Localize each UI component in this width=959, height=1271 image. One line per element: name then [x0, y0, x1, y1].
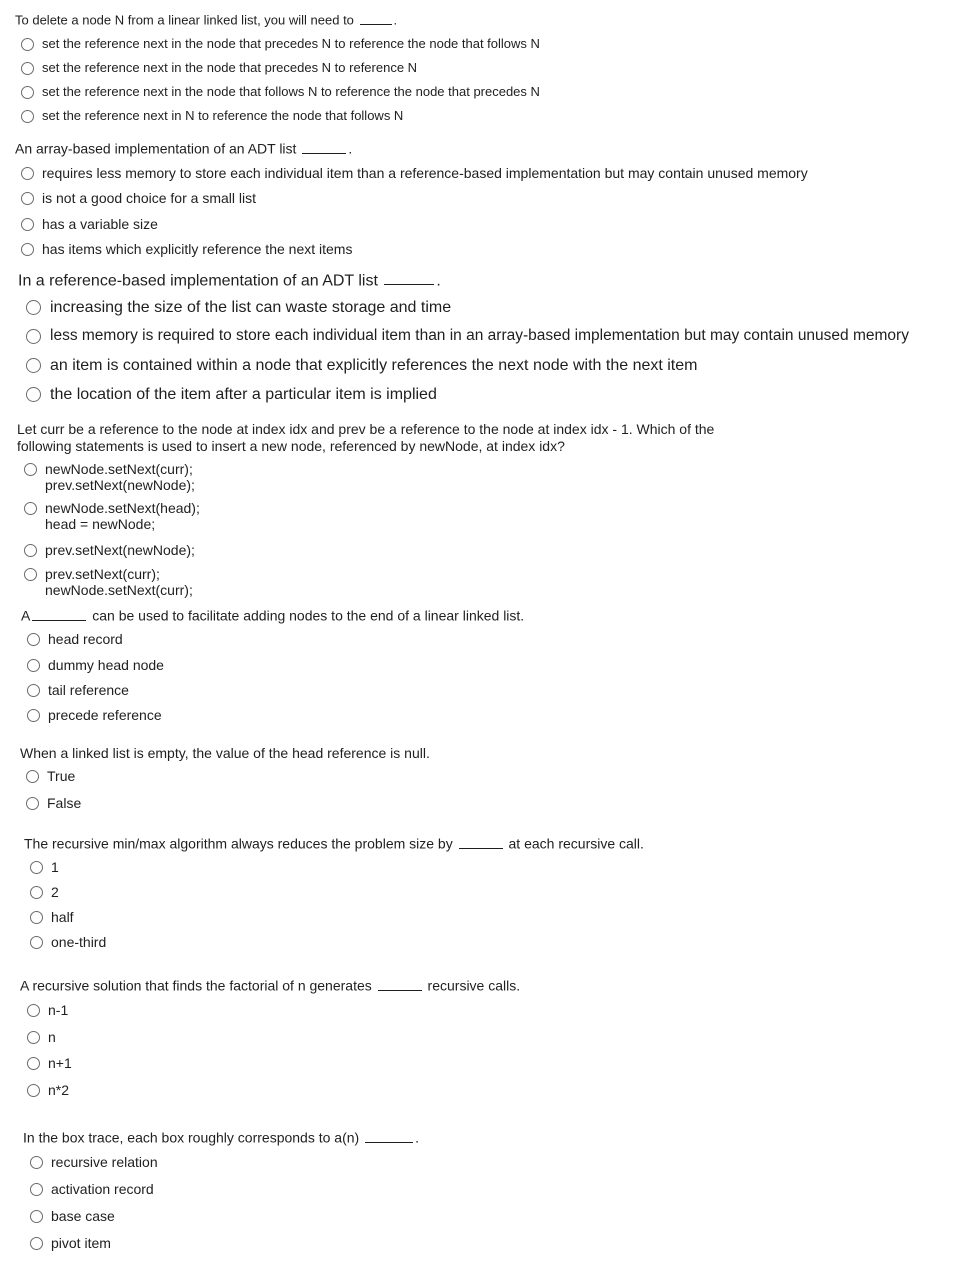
radio-button[interactable]: [24, 544, 37, 557]
option-label: tail reference: [48, 682, 129, 698]
option-code: newNode.setNext(head); head = newNode;: [45, 500, 200, 532]
radio-button[interactable]: [30, 1156, 43, 1169]
radio-button[interactable]: [21, 192, 34, 205]
question-6-option-true[interactable]: [26, 768, 75, 785]
question-6-option-false[interactable]: [26, 795, 81, 812]
radio-button[interactable]: [24, 568, 37, 581]
answer-blank: [384, 270, 434, 285]
radio-button[interactable]: [30, 936, 43, 949]
option-label: base case: [51, 1208, 115, 1224]
radio-button[interactable]: [30, 1183, 43, 1196]
radio-button[interactable]: [30, 1237, 43, 1250]
question-4-option-2[interactable]: [24, 500, 200, 532]
radio-button[interactable]: [21, 110, 34, 123]
radio-button[interactable]: [26, 329, 41, 344]
question-8-option-2[interactable]: [27, 1029, 56, 1046]
question-7-option-2[interactable]: [30, 884, 59, 901]
question-8-option-3[interactable]: [27, 1055, 72, 1072]
radio-button[interactable]: [21, 243, 34, 256]
radio-button[interactable]: [26, 358, 41, 373]
option-code: prev.setNext(newNode);: [45, 542, 195, 558]
radio-button[interactable]: [27, 1031, 40, 1044]
radio-button[interactable]: [30, 886, 43, 899]
question-5-option-3[interactable]: [27, 682, 129, 699]
radio-button[interactable]: [27, 659, 40, 672]
option-label: the location of the item after a particular item is implied: [50, 386, 437, 403]
question-7-option-3[interactable]: [30, 909, 74, 926]
answer-blank: [32, 607, 86, 621]
question-6-stem: When a linked list is empty, the value of the head reference is null.: [20, 745, 430, 761]
question-4-option-1[interactable]: [24, 461, 195, 493]
radio-button[interactable]: [30, 911, 43, 924]
option-label: has a variable size: [42, 216, 158, 232]
question-9-option-2[interactable]: [30, 1181, 154, 1198]
option-label: is not a good choice for a small list: [42, 190, 256, 206]
option-code: prev.setNext(curr); newNode.setNext(curr);: [45, 566, 193, 598]
option-label: increasing the size of the list can waste storage and time: [50, 299, 452, 316]
radio-button[interactable]: [21, 218, 34, 231]
question-1-option-3[interactable]: [21, 84, 540, 100]
question-5-option-4[interactable]: [27, 707, 162, 724]
option-label: set the reference next in N to reference the node that follows N: [42, 108, 404, 123]
radio-button[interactable]: [26, 300, 41, 315]
radio-button[interactable]: [21, 62, 34, 75]
question-4-stem: [17, 421, 714, 455]
answer-blank: [360, 12, 392, 25]
question-3-stem: In a reference-based implementation of an ADT list .: [18, 270, 441, 291]
radio-button[interactable]: [27, 633, 40, 646]
answer-blank: [302, 140, 346, 154]
question-9-option-1[interactable]: [30, 1154, 158, 1171]
question-7-stem: The recursive min/max algorithm always reduces the problem size by at each recursive call.: [24, 835, 644, 852]
question-3-option-4[interactable]: [26, 385, 437, 404]
radio-button[interactable]: [26, 770, 39, 783]
question-4-option-4[interactable]: [24, 566, 193, 598]
option-label: pivot item: [51, 1235, 111, 1251]
question-4-text-line-1: Let curr be a reference to the node at index idx and prev be a reference to the node at index idx - 1. Which of the: [17, 421, 715, 437]
option-label: False: [47, 795, 82, 811]
radio-button[interactable]: [27, 1004, 40, 1017]
radio-button[interactable]: [30, 861, 43, 874]
radio-button[interactable]: [27, 1084, 40, 1097]
question-7-option-4[interactable]: [30, 934, 106, 951]
question-9-option-4[interactable]: [30, 1235, 111, 1252]
option-label: precede reference: [48, 707, 162, 723]
option-label: 2: [51, 884, 59, 900]
radio-button[interactable]: [27, 684, 40, 697]
question-4-option-3[interactable]: [24, 542, 195, 558]
answer-blank: [365, 1129, 413, 1143]
question-3-option-1[interactable]: [26, 298, 451, 317]
question-2-text: An array-based implementation of an ADT list: [15, 140, 297, 157]
question-3-option-3[interactable]: [26, 356, 697, 375]
question-4-text-line-2: following statements is used to insert a new node, referenced by newNode, at index idx?: [17, 438, 565, 454]
question-2-stem: An array-based implementation of an ADT list .: [15, 140, 353, 157]
option-label: head record: [48, 631, 123, 647]
option-label: n-1: [48, 1002, 69, 1018]
question-2-option-1[interactable]: [21, 165, 808, 182]
question-5-stem: A can be used to facilitate adding nodes to the end of a linear linked list.: [21, 607, 525, 624]
question-1-text: To delete a node N from a linear linked list, you will need to: [15, 12, 354, 28]
question-1-stem: To delete a node N from a linear linked list, you will need to .: [15, 12, 398, 28]
question-9-option-3[interactable]: [30, 1208, 115, 1225]
question-1-option-1[interactable]: [21, 36, 540, 52]
option-label: has items which explicitly reference the next items: [42, 241, 353, 257]
question-3-text: In a reference-based implementation of an ADT list: [18, 272, 378, 290]
option-label: an item is contained within a node that explicitly references the next node with the next item: [50, 357, 698, 374]
option-label: n*2: [48, 1082, 70, 1098]
question-3-option-2[interactable]: [26, 327, 909, 346]
option-label: n: [48, 1029, 56, 1045]
option-label: less memory is required to store each individual item than in an array-based implementation but may contain unused memory: [50, 327, 909, 344]
option-label: True: [47, 768, 76, 784]
radio-button[interactable]: [26, 797, 39, 810]
option-label: n+1: [48, 1055, 72, 1071]
option-label: set the reference next in the node that precedes N to reference the node that follows N: [42, 36, 540, 51]
question-5-option-2[interactable]: [27, 657, 164, 674]
radio-button[interactable]: [21, 38, 34, 51]
question-2-option-4[interactable]: [21, 241, 352, 258]
option-label: set the reference next in the node that follows N to reference the node that precedes N: [42, 84, 540, 99]
question-5-option-1[interactable]: [27, 631, 123, 648]
answer-blank: [378, 977, 422, 991]
option-label: recursive relation: [51, 1154, 158, 1170]
question-8-option-4[interactable]: [27, 1082, 69, 1099]
radio-button[interactable]: [30, 1210, 43, 1223]
option-label: one-third: [51, 934, 107, 950]
option-label: dummy head node: [48, 657, 164, 673]
radio-button[interactable]: [21, 167, 34, 180]
radio-button[interactable]: [27, 709, 40, 722]
question-8-option-1[interactable]: [27, 1002, 68, 1019]
question-9-stem: In the box trace, each box roughly corresponds to a(n) .: [23, 1129, 419, 1146]
radio-button[interactable]: [21, 86, 34, 99]
question-2-option-2[interactable]: [21, 190, 256, 207]
option-label: half: [51, 909, 74, 925]
radio-button[interactable]: [26, 387, 41, 402]
option-label: 1: [51, 859, 59, 875]
question-8-stem: A recursive solution that finds the factorial of n generates recursive calls.: [20, 977, 521, 994]
answer-blank: [459, 835, 503, 849]
radio-button[interactable]: [27, 1057, 40, 1070]
option-label: requires less memory to store each individual item than a reference-based implementation but may contain unused memory: [42, 165, 808, 181]
option-label: set the reference next in the node that precedes N to reference N: [42, 60, 418, 75]
question-7-option-1[interactable]: [30, 859, 59, 876]
option-code: newNode.setNext(curr); prev.setNext(newNode);: [45, 461, 195, 493]
question-2-option-3[interactable]: [21, 216, 158, 233]
radio-button[interactable]: [24, 502, 37, 515]
question-1-option-2[interactable]: [21, 60, 417, 76]
question-1-option-4[interactable]: [21, 108, 403, 124]
radio-button[interactable]: [24, 463, 37, 476]
option-label: activation record: [51, 1181, 154, 1197]
